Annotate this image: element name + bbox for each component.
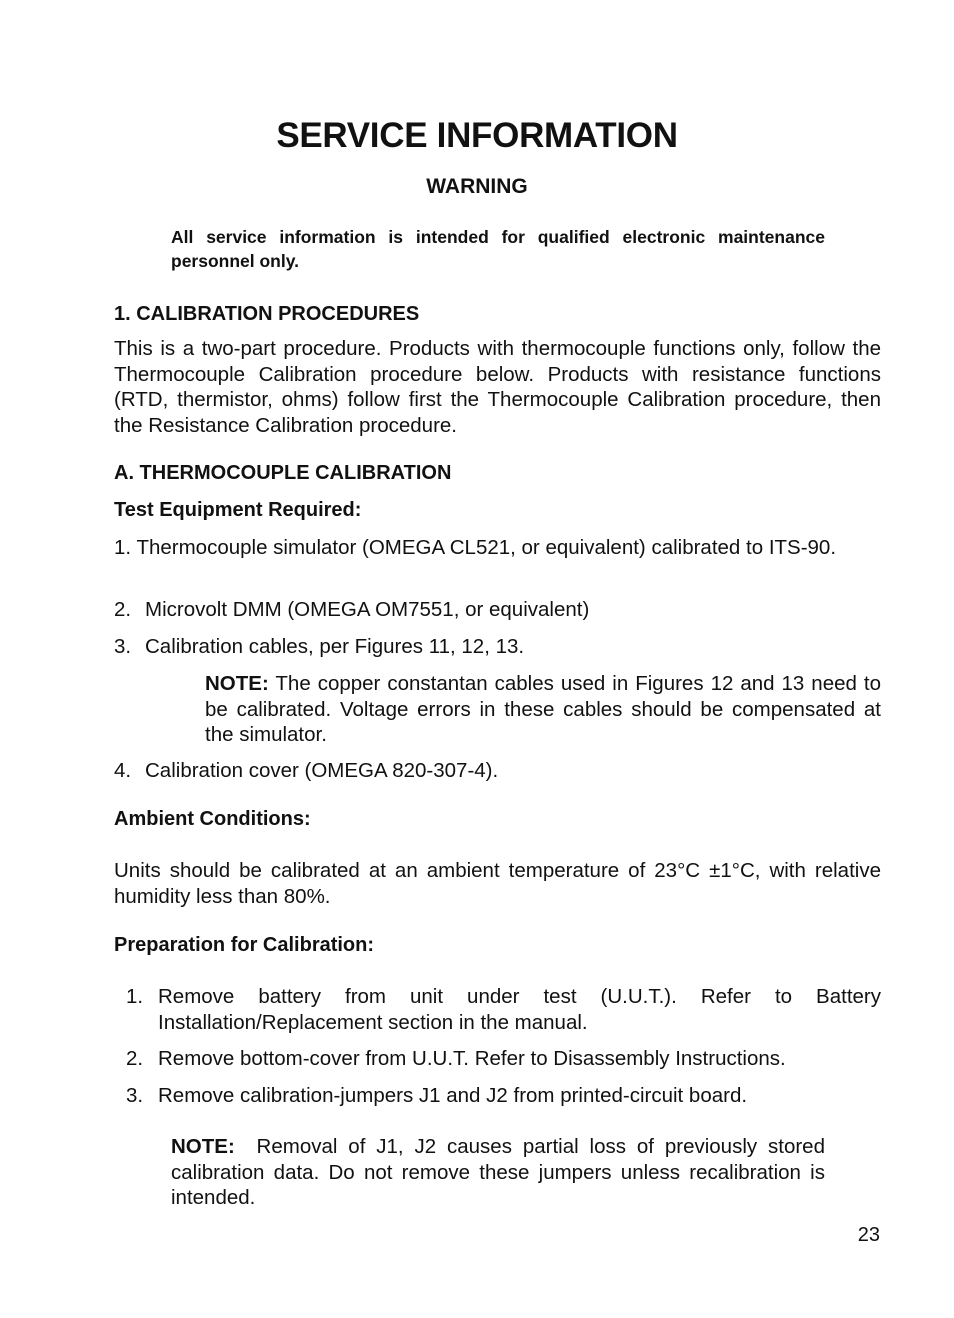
preparation-heading: Preparation for Calibration:	[114, 934, 375, 956]
preparation-step-text: Remove battery from unit under test (U.U.T.). Refer to Battery Installation/Replacement section in the manual.	[158, 985, 881, 1034]
preparation-step-text: Remove calibration-jumpers J1 and J2 from printed-circuit board.	[158, 1084, 748, 1107]
equipment-item-text: Calibration cables, per Figures 11, 12, 13.	[145, 635, 525, 658]
equipment-item-number: 1.	[114, 536, 132, 559]
warning-text: All service information is intended for qualified electronic maintenance personnel only.	[171, 227, 825, 271]
cable-calibration-note	[205, 671, 881, 748]
equipment-item-text: Calibration cover (OMEGA 820-307-4).	[145, 759, 499, 782]
section-heading-thermocouple-calibration: A. THERMOCOUPLE CALIBRATION	[114, 462, 452, 484]
equipment-item-number: 2.	[114, 598, 132, 621]
equipment-item-text: Thermocouple simulator (OMEGA CL521, or equivalent) calibrated to ITS-90.	[136, 536, 837, 559]
calibration-intro-paragraph: This is a two-part procedure. Products with thermocouple functions only, follow the Thermocouple Calibration procedure below. Products with resistance functions (RTD, thermistor, ohms) follow first the Thermocouple Calibration procedure, then the Resistance Calibration procedure.	[114, 337, 881, 437]
page-number: 23	[857, 1224, 880, 1246]
equipment-item-text: Microvolt DMM (OMEGA OM7551, or equivalent)	[145, 598, 590, 621]
note-text: The copper constantan cables used in Figures 12 and 13 need to be calibrated. Voltage errors in these cables should be compensated at the simulator.	[205, 672, 881, 746]
preparation-step-text: Remove bottom-cover from U.U.T. Refer to Disassembly Instructions.	[158, 1047, 786, 1070]
equipment-item-number: 3.	[114, 635, 132, 658]
note-text: Removal of J1, J2 causes partial loss of previously stored calibration data. Do not remove these jumpers unless recalibration is intended.	[171, 1135, 825, 1209]
preparation-step	[126, 1083, 881, 1109]
jumper-removal-note	[171, 1134, 825, 1211]
note-label: NOTE:	[205, 672, 269, 695]
note-label: NOTE:	[171, 1135, 235, 1158]
equipment-item-number: 4.	[114, 759, 132, 782]
ambient-conditions-heading: Ambient Conditions:	[114, 808, 311, 830]
ambient-conditions-text: Units should be calibrated at an ambient temperature of 23°C ±1°C, with relative humidity less than 80%.	[114, 859, 881, 908]
warning-heading: WARNING	[426, 175, 528, 198]
equipment-item	[114, 535, 881, 561]
preparation-step-number: 2.	[126, 1047, 144, 1070]
equipment-item	[114, 634, 881, 660]
preparation-step	[126, 1046, 881, 1072]
preparation-step	[126, 984, 881, 1035]
page-title: SERVICE INFORMATION	[276, 116, 678, 155]
test-equipment-heading: Test Equipment Required:	[114, 499, 362, 521]
equipment-item	[114, 758, 881, 784]
preparation-step-number: 1.	[126, 985, 144, 1008]
preparation-step-number: 3.	[126, 1084, 144, 1107]
equipment-item	[114, 597, 881, 623]
section-heading-calibration-procedures: 1. CALIBRATION PROCEDURES	[114, 303, 420, 325]
